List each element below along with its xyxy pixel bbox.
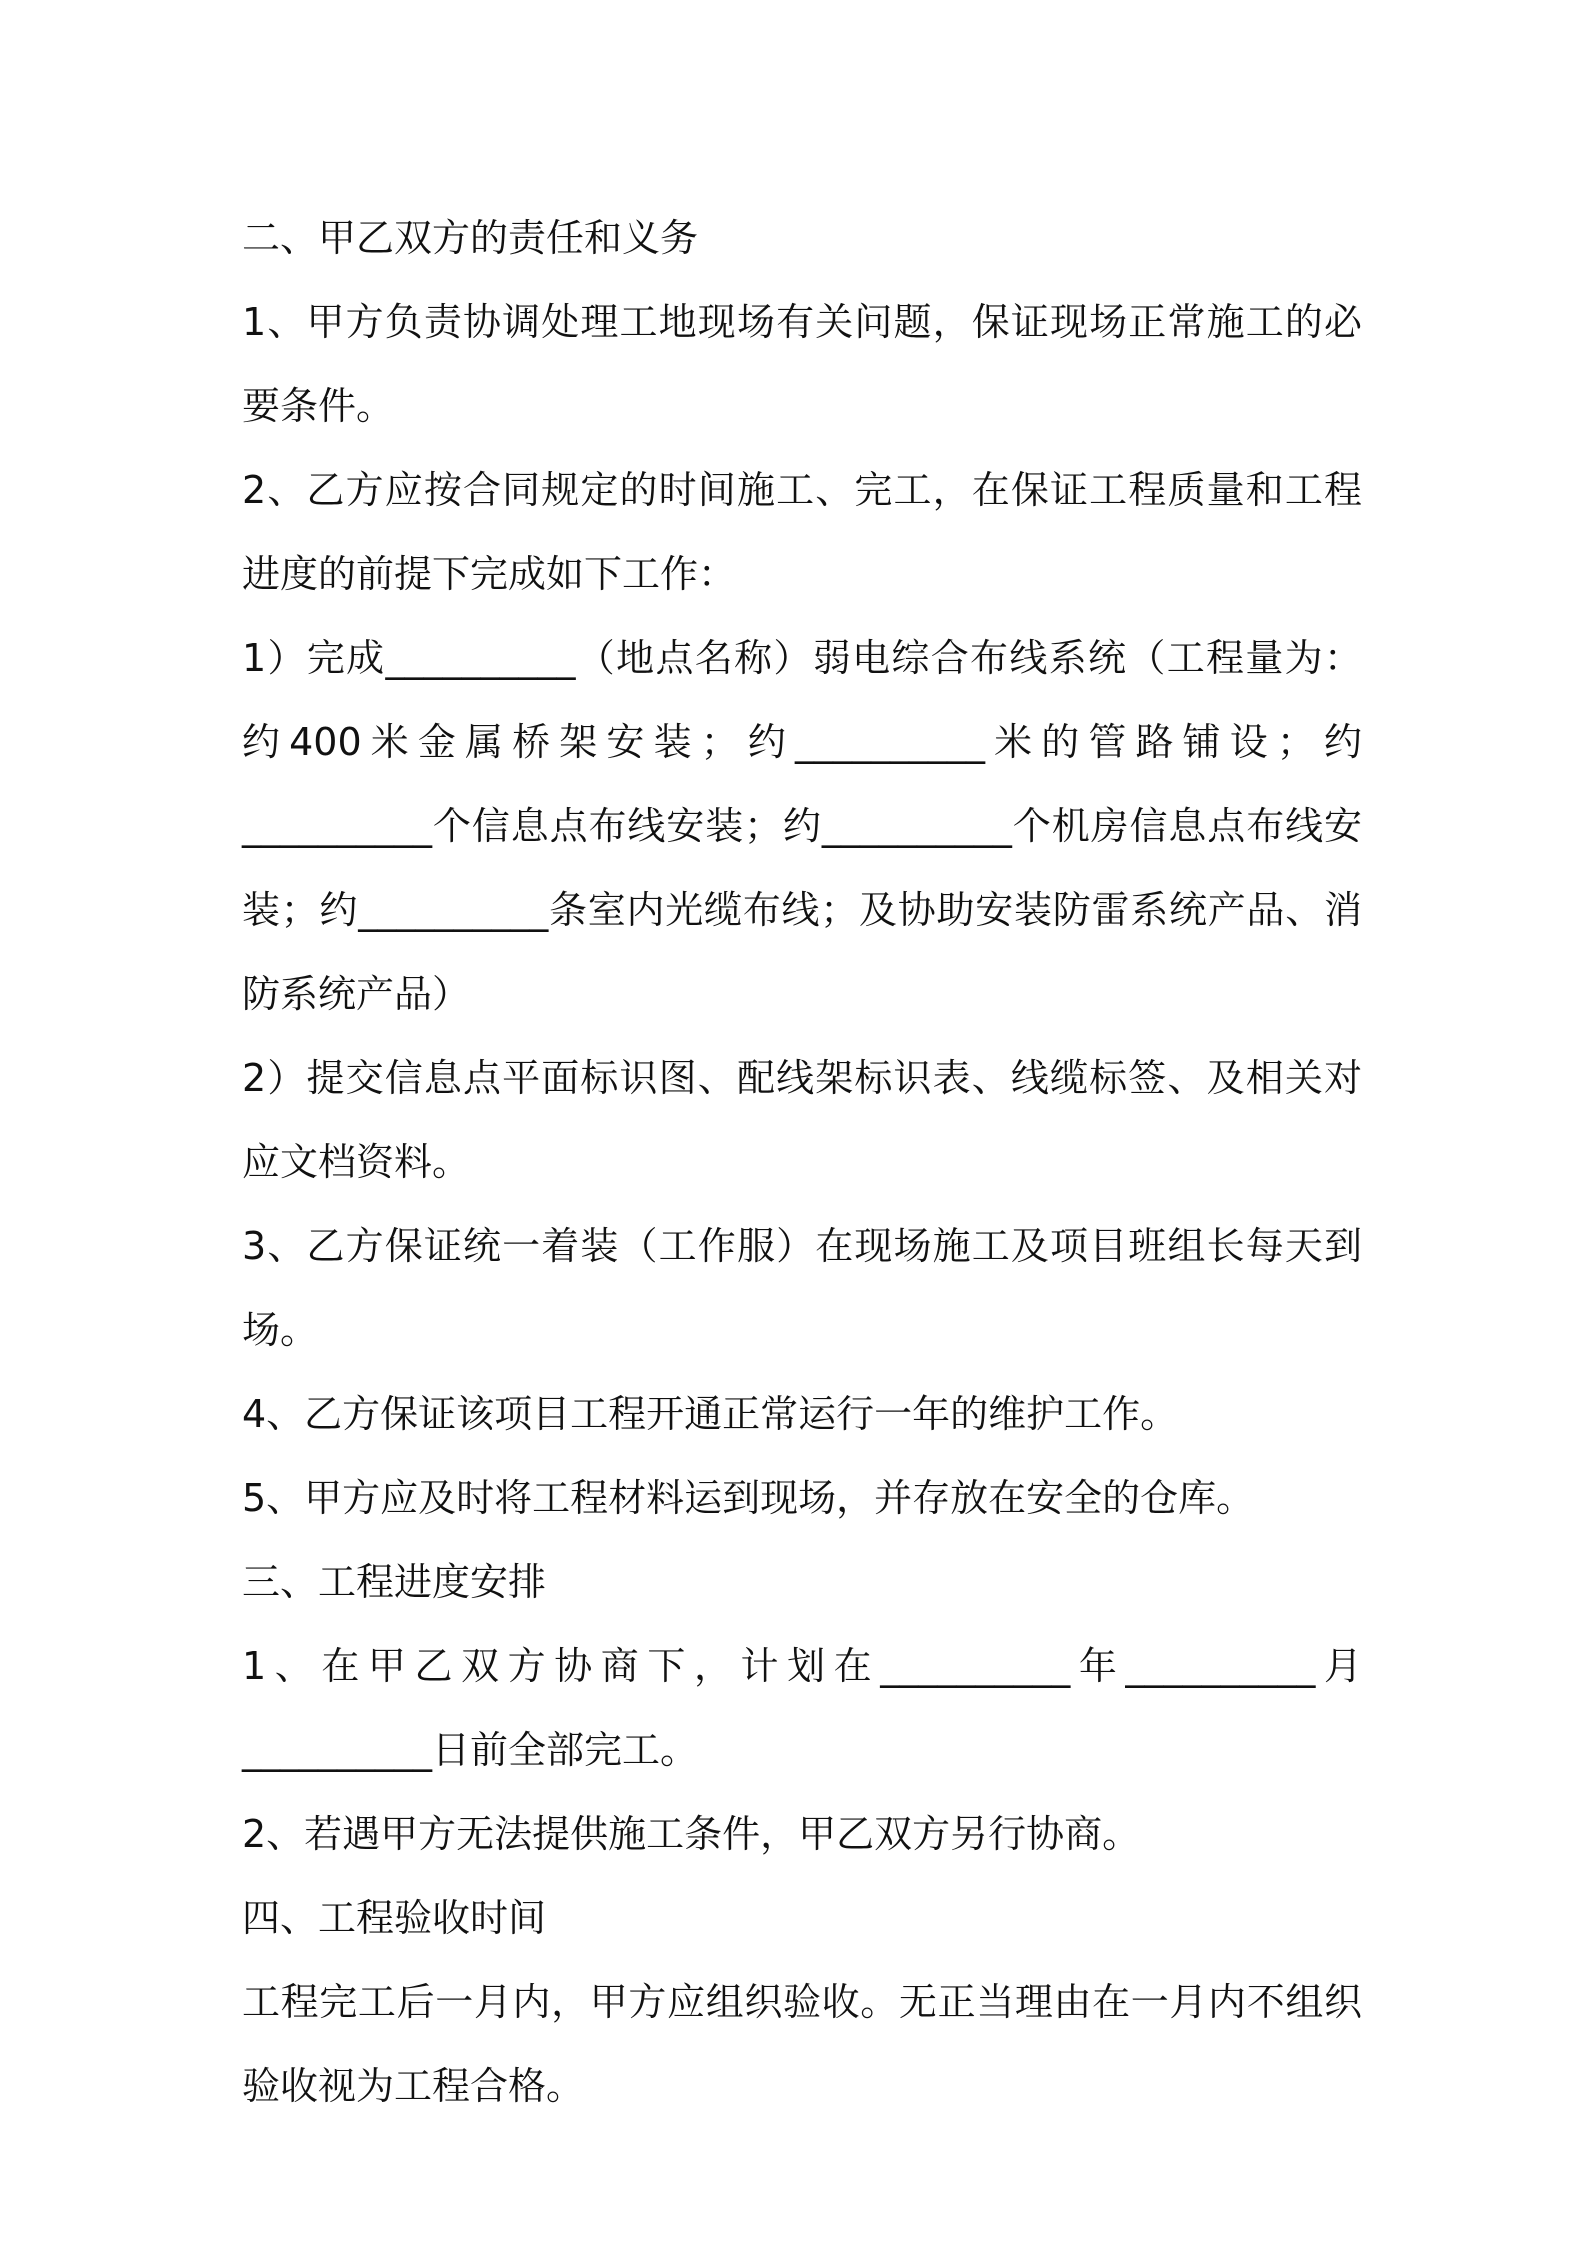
section-3-item-1: 1、在甲乙双方协商下，计划在__________年__________月__________日前全部完工。 <box>242 1644 1362 1772</box>
section-3-item-2: 2、若遇甲方无法提供施工条件，甲乙双方另行协商。 <box>242 1812 1141 1856</box>
section-4-body: 工程完工后一月内，甲方应组织验收。无正当理由在一月内不组织验收视为工程合格。 <box>242 1980 1362 2108</box>
section-2-item-5: 5、甲方应及时将工程材料运到现场，并存放在安全的仓库。 <box>242 1476 1255 1520</box>
section-2-item-2: 2、乙方应按合同规定的时间施工、完工，在保证工程质量和工程进度的前提下完成如下工作： <box>242 468 1362 596</box>
section-3-heading: 三、工程进度安排 <box>242 1560 547 1604</box>
section-2-item-1: 1、甲方负责协调处理工地现场有关问题，保证现场正常施工的必要条件。 <box>242 300 1362 428</box>
section-2-subitem-2: 2）提交信息点平面标识图、配线架标识表、线缆标签、及相关对应文档资料。 <box>242 1056 1362 1184</box>
section-4-heading: 四、工程验收时间 <box>242 1896 547 1940</box>
section-2-subitem-1: 1）完成__________（地点名称）弱电综合布线系统（工程量为：约400米金属桥架安装；约__________米的管路铺设；约__________个信息点布线安装；约__________个机房信息点布线安装；约__________条室内光缆布线；及协助安装防雷系统产品、消防系统产品） <box>242 636 1362 1016</box>
section-2-item-3: 3、乙方保证统一着装（工作服）在现场施工及项目班组长每天到场。 <box>242 1224 1362 1352</box>
section-2-heading: 二、甲乙双方的责任和义务 <box>242 216 699 260</box>
document-page <box>242 196 1362 2128</box>
section-2-item-4: 4、乙方保证该项目工程开通正常运行一年的维护工作。 <box>242 1392 1179 1436</box>
